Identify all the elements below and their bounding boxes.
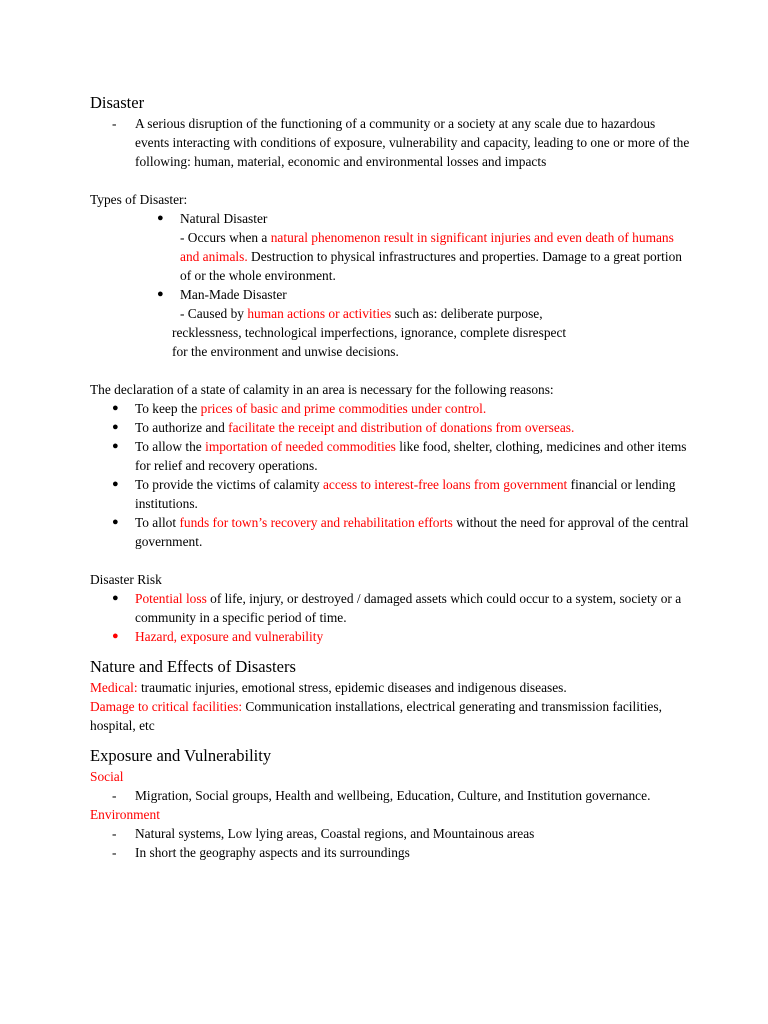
dash-marker: - <box>112 788 117 803</box>
list-item <box>90 786 690 805</box>
bullet-marker: ● <box>112 630 119 642</box>
natural-disaster-title: Natural Disaster <box>180 211 268 226</box>
list-item-natural-disaster <box>90 209 690 285</box>
types-label: Types of Disaster: <box>90 192 188 207</box>
social-label: Social <box>90 769 124 784</box>
list-item <box>90 627 690 646</box>
types-list <box>90 209 690 361</box>
document-page <box>90 92 690 862</box>
dash-marker: - <box>112 116 117 131</box>
manmade-suffix: such as: deliberate purpose, <box>391 306 543 321</box>
reason-text: financial or lending institutions. <box>135 477 676 511</box>
dash-marker: - <box>112 845 117 860</box>
reason-text: like food, shelter, clothing, medicines and other items for relief and recovery operations. <box>135 439 687 473</box>
risk-highlight: Potential loss <box>135 591 207 606</box>
reason-text: To allow the <box>135 439 206 454</box>
man-made-line2: recklessness, technological imperfections, ignorance, complete disrespect <box>172 325 567 340</box>
reason-text: To allot <box>135 515 180 530</box>
manmade-prefix: - Caused by <box>180 306 248 321</box>
calamity-intro: The declaration of a state of calamity in an area is necessary for the following reasons: <box>90 382 554 397</box>
reason-text: To authorize and <box>135 420 229 435</box>
medical-paragraph <box>90 678 690 697</box>
bullet-marker: ● <box>112 421 119 433</box>
list-item <box>90 589 690 627</box>
natural-suffix: Destruction to physical infrastructures and properties. Damage to a great portion of or the whole environment. <box>180 249 683 283</box>
damage-label: Damage to critical facilities: <box>90 699 243 714</box>
reason-highlight: prices of basic and prime commodities under control. <box>200 401 487 416</box>
exposure-heading: Exposure and Vulnerability <box>90 746 272 765</box>
dash-marker: - <box>112 826 117 841</box>
man-made-line3: for the environment and unwise decisions. <box>172 344 399 359</box>
reason-text: To provide the victims of calamity <box>135 477 323 492</box>
man-made-disaster-title: Man-Made Disaster <box>180 287 287 302</box>
list-item <box>90 418 690 437</box>
bullet-marker: ● <box>112 592 119 604</box>
natural-highlight: natural phenomenon result in significant injuries and even death of humans and animals. <box>180 230 674 264</box>
environment-list <box>90 824 690 862</box>
reason-text: without the need for approval of the central government. <box>135 515 689 549</box>
environment-item: Natural systems, Low lying areas, Coastal regions, and Mountainous areas <box>135 826 535 841</box>
disaster-heading: Disaster <box>90 93 145 112</box>
damage-text: Communication installations, electrical generating and transmission facilities, hospital, etc <box>90 699 662 733</box>
reason-highlight: facilitate the receipt and distribution of donations from overseas. <box>228 420 575 435</box>
reason-highlight: funds for town’s recovery and rehabilitation efforts <box>179 515 453 530</box>
medical-text: traumatic injuries, emotional stress, epidemic diseases and indigenous diseases. <box>137 680 567 695</box>
nature-heading: Nature and Effects of Disasters <box>90 657 296 676</box>
risk-label: Disaster Risk <box>90 572 162 587</box>
man-made-line1 <box>180 304 690 323</box>
list-item <box>90 513 690 551</box>
environment-item: In short the geography aspects and its surroundings <box>135 845 410 860</box>
bullet-marker: ● <box>112 516 119 528</box>
reason-text: To keep the <box>135 401 201 416</box>
risk-list <box>90 589 690 646</box>
social-item: Migration, Social groups, Health and wellbeing, Education, Culture, and Institution governance. <box>135 788 651 803</box>
list-item <box>90 475 690 513</box>
disaster-definition-list <box>90 114 690 171</box>
reason-highlight: access to interest-free loans from government <box>322 477 568 492</box>
disaster-definition: A serious disruption of the functioning of a community or a society at any scale due to hazardous events interacting with conditions of exposure, vulnerability and capacity, leading to one or more of the following: human, material, economic and environmental losses and impacts <box>135 116 690 169</box>
list-item <box>90 114 690 171</box>
list-item <box>90 824 690 843</box>
bullet-marker: ● <box>112 478 119 490</box>
natural-prefix: - Occurs when a <box>180 230 271 245</box>
social-list <box>90 786 690 805</box>
manmade-highlight: human actions or activities <box>247 306 392 321</box>
list-item <box>90 843 690 862</box>
calamity-reasons-list <box>90 399 690 551</box>
medical-label: Medical: <box>90 680 138 695</box>
risk-item-2: Hazard, exposure and vulnerability <box>135 629 324 644</box>
environment-label: Environment <box>90 807 160 822</box>
list-item-man-made-disaster <box>90 285 690 361</box>
bullet-marker: ● <box>157 288 164 300</box>
reason-highlight: importation of needed commodities <box>205 439 396 454</box>
natural-disaster-desc <box>180 230 682 283</box>
list-item <box>90 399 690 418</box>
bullet-marker: ● <box>157 212 164 224</box>
bullet-marker: ● <box>112 402 119 414</box>
damage-paragraph <box>90 697 690 735</box>
list-item <box>90 437 690 475</box>
risk-text: of life, injury, or destroyed / damaged assets which could occur to a system, society or a community in a specific period of time. <box>135 591 682 625</box>
bullet-marker: ● <box>112 440 119 452</box>
